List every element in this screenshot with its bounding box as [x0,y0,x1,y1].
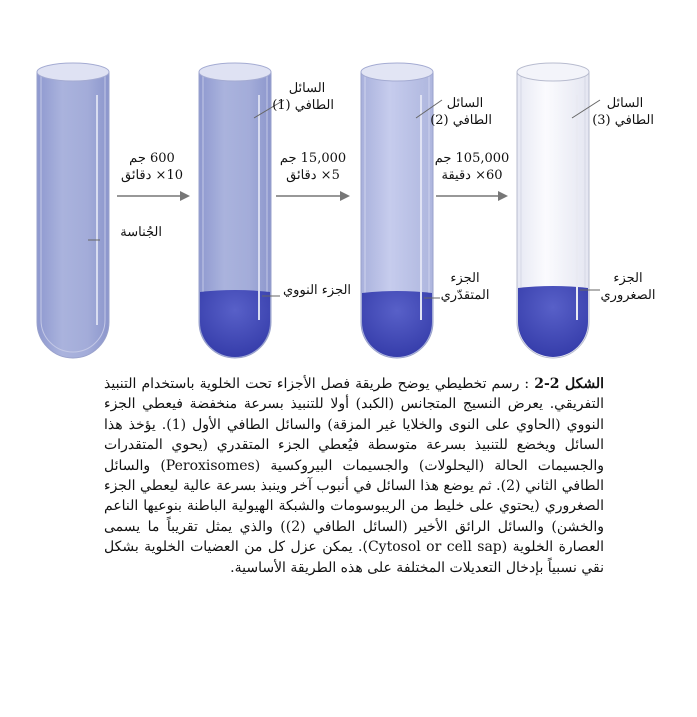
label-microsomal-fraction [596,270,660,304]
label-microsomal-line1: الجزء [613,271,643,286]
arrow-step-3 [436,191,508,201]
label-supernatant-2 [430,95,492,129]
label-speed-2 [270,150,356,184]
arrow-step-1 [117,191,190,201]
label-mitochondrial-fraction [438,270,492,304]
label-nuclear-fraction: الجزء النووي [283,283,352,298]
figure-label: الشكل 2-2 [534,376,605,392]
label-speed-2-g: 15,000 جم [279,151,347,166]
label-supernatant-3 [592,95,654,129]
label-supernatant-1-line2: الطافي (1) [272,98,334,113]
tube-mitochondrial-fraction [361,63,433,358]
label-mitochondrial-line2: المتقدّري [440,288,490,303]
tube-nuclear-fraction [199,63,271,358]
tube-homogenate [37,63,109,358]
label-mitochondrial-line1: الجزء [450,271,480,286]
label-speed-1-g: 600 جم [129,151,175,166]
label-speed-3-time: 60× دقيقة [441,168,503,183]
label-supernatant-3-line2: الطافي (3) [592,113,654,128]
label-supernatant-1-line1: السائل [288,81,326,96]
caption-text: : رسم تخطيطي يوضح طريقة فصل الأجزاء تحت الخلوية باستخدام التنبيذ التفريقي. يعرض النسيج المتجانس (الكبد) أولا للتنبيذ بسرعة منخفضة فيعطي الجزء النووي (الحاوي على النوى والخلايا غير المزقة) والسائل الطافي الأول (1). يؤخذ هذا السائل ويخضع للتنبيذ بسرعة متوسطة فيُعطي الجزء المتقدري (يحوي المتقدرات والجسيمات الحالة (اليحلولات) والجسيمات البيروكسية (Peroxisomes) والسائل الطافي الثاني (2). ثم يوضع هذا السائل في أنبوب آخر وينبذ بسرعة عالية ليعطي الجزء الصغروري (يحتوي على خليط من الريبوسومات والشبكة الهيولية الباطنة بنوعيها الناعم والخشن) والسائل الرائق الأخير (السائل الطافي (2)) والذي يمثل تقريباً ما يسمى العصارة الخلوية (Cytosol or cell sap). يمكن عزل كل من العضيات الخلوية بشكل نقي نسبياً بإدخال التعديلات المختلفة على هذه الطريقة الأساسية. [104,376,604,576]
label-supernatant-1 [272,80,334,114]
label-speed-3-g: 105,000 جم [434,151,510,166]
label-speed-3 [426,150,518,184]
tube-microsomal-fraction [517,63,589,358]
label-supernatant-3-line1: السائل [606,96,644,111]
label-speed-2-time: 5× دقائق [286,168,340,183]
label-homogenate: الجُناسة [120,225,162,240]
label-supernatant-2-line1: السائل [446,96,484,111]
label-microsomal-line2: الصغروري [600,288,656,303]
figure-caption [104,374,604,578]
arrow-step-2 [276,191,350,201]
label-speed-1-time: 10× دقائق [121,168,183,183]
label-speed-1 [112,150,192,184]
label-supernatant-2-line2: الطافي (2) [430,113,492,128]
